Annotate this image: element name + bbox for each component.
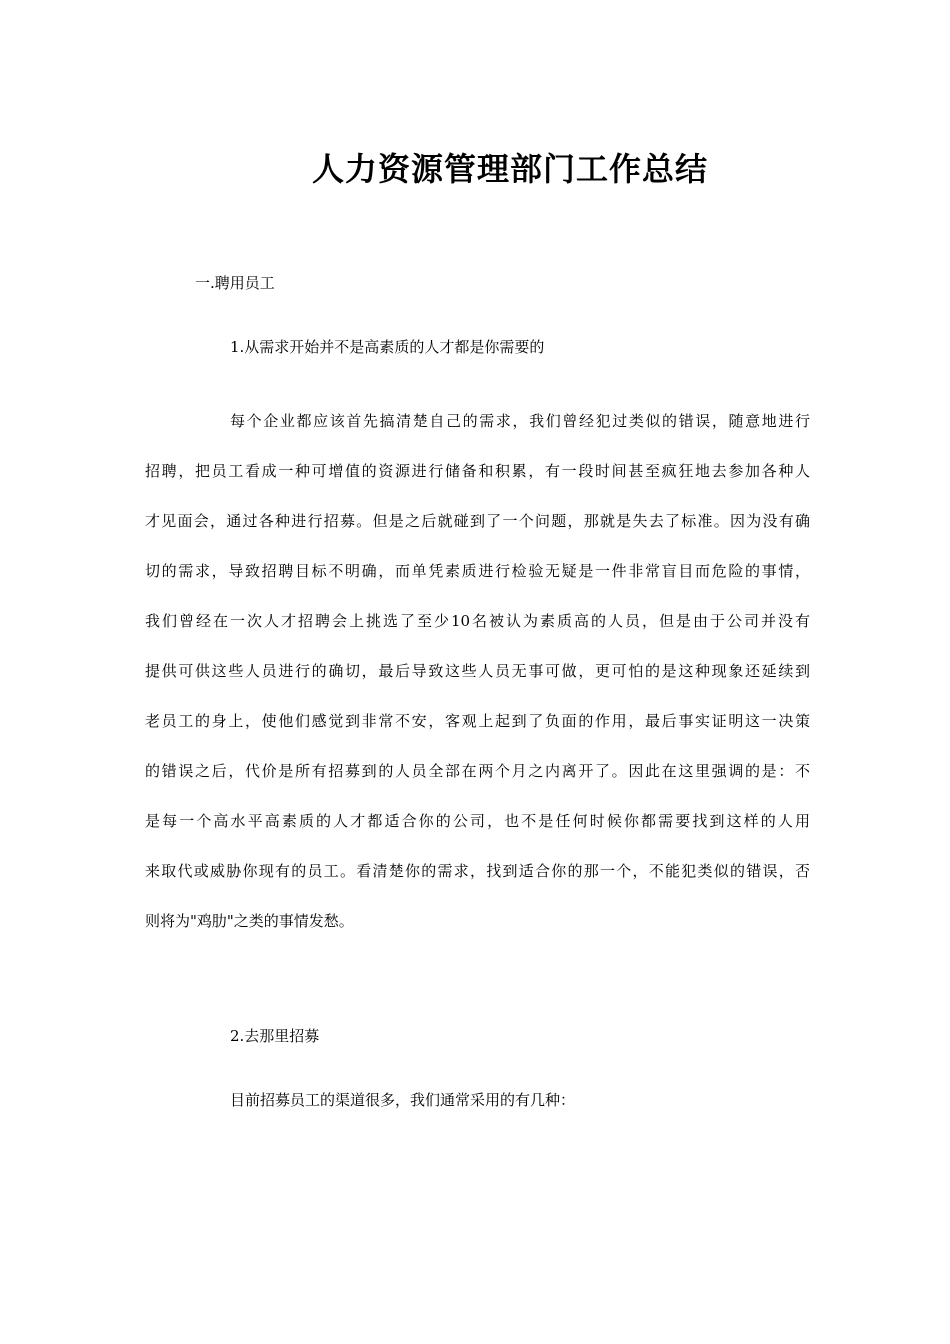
subsection-heading-needs: 1.从需求开始并不是高素质的人才都是你需要的: [230, 338, 545, 356]
paragraph-line: 招聘，把员工看成一种可增值的资源进行储备和积累，有一段时间甚至疯狂地去参加各种人: [145, 462, 810, 480]
subsection-heading-where-to-recruit: 2.去那里招募: [230, 1027, 320, 1045]
section-heading-hiring: 一.聘用员工: [195, 274, 275, 292]
paragraph-recruit-channels: 目前招募员工的渠道很多，我们通常采用的有几种：: [230, 1091, 576, 1109]
paragraph-line: 的错误之后，代价是所有招募到的人员全部在两个月之内离开了。因此在这里强调的是：不: [145, 762, 810, 780]
paragraph-line: 我们曾经在一次人才招聘会上挑选了至少10名被认为素质高的人员，但是由于公司并没有: [145, 612, 810, 630]
paragraph-line: 才见面会，通过各种进行招募。但是之后就碰到了一个问题，那就是失去了标准。因为没有确: [145, 512, 810, 530]
paragraph-line: 每个企业都应该首先搞清楚自己的需求，我们曾经犯过类似的错误，随意地进行: [230, 412, 810, 430]
paragraph-line: 老员工的身上，使他们感觉到非常不安，客观上起到了负面的作用，最后事实证明这一决策: [145, 712, 810, 730]
paragraph-line: 则将为"鸡肋"之类的事情发愁。: [145, 912, 354, 930]
paragraph-line: 是每一个高水平高素质的人才都适合你的公司，也不是任何时候你都需要找到这样的人用: [145, 812, 810, 830]
paragraph-line: 切的需求，导致招聘目标不明确，而单凭素质进行检验无疑是一件非常盲目而危险的事情，: [145, 562, 810, 580]
document-title: 人力资源管理部门工作总结: [311, 150, 708, 188]
paragraph-needs: [145, 396, 810, 946]
paragraph-line: 来取代或威胁你现有的员工。看清楚你的需求，找到适合你的那一个，不能犯类似的错误，否: [145, 862, 810, 880]
paragraph-line: 提供可供这些人员进行的确切，最后导致这些人员无事可做，更可怕的是这种现象还延续到: [145, 662, 810, 680]
